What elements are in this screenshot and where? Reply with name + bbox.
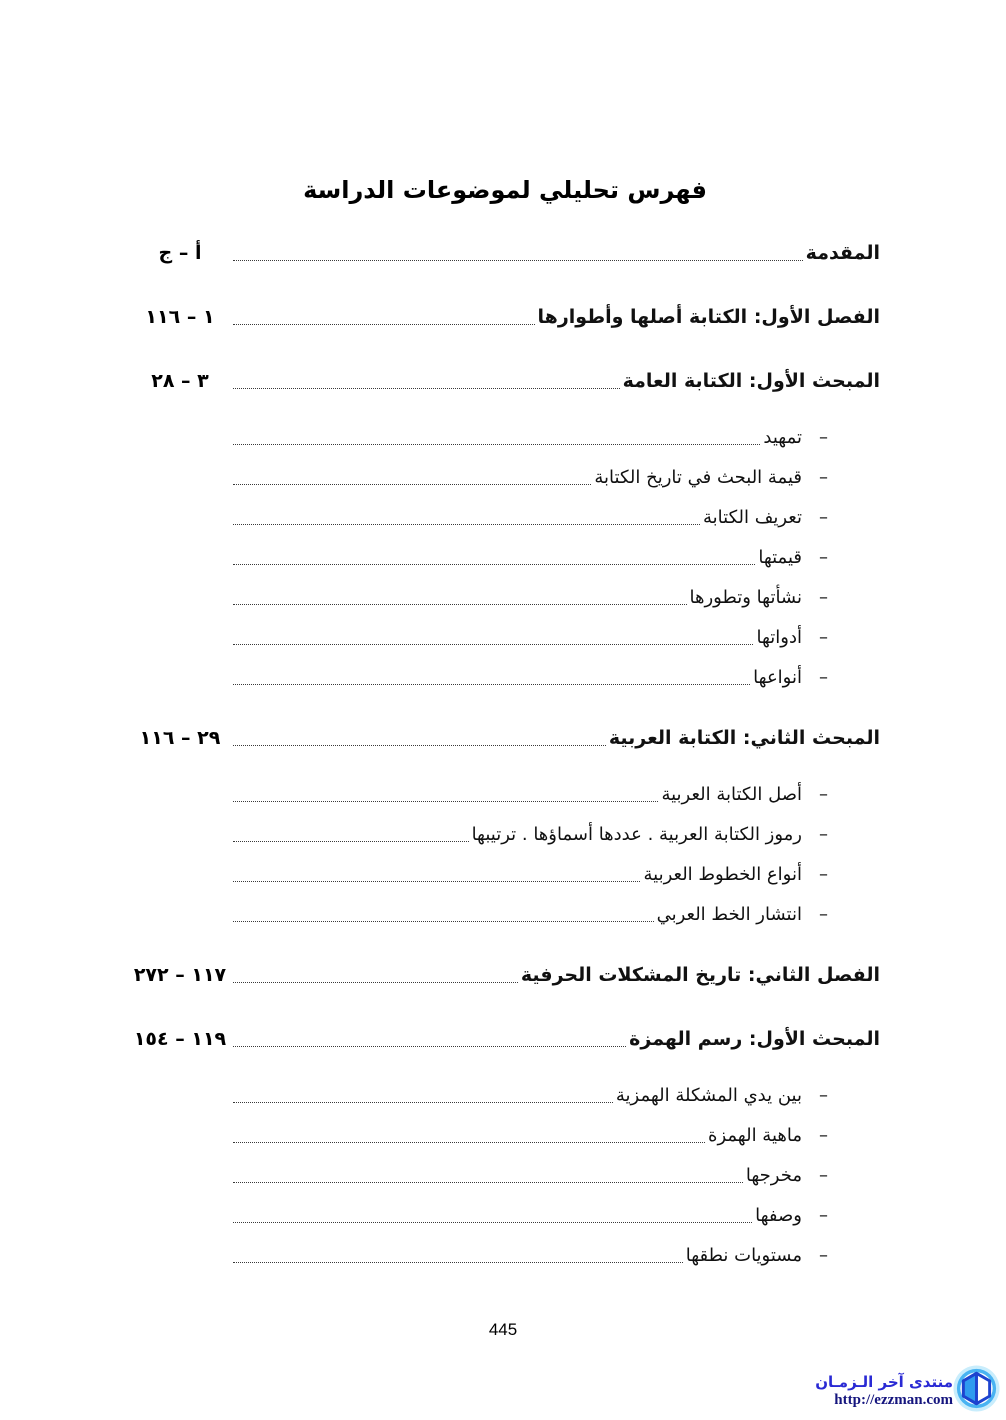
watermark-site-name: منتدى آخر الـزمـان [815, 1373, 953, 1391]
toc-entry-label: المقدمة [805, 242, 880, 264]
toc-entry-label: أنواعها [753, 666, 802, 688]
toc-item-row [130, 502, 880, 532]
dash-marker: – [819, 546, 828, 568]
page-title: فهرس تحليلي لموضوعات الدراسة [303, 176, 707, 204]
page-number: 445 [488, 1320, 518, 1339]
dotted-leader [233, 921, 654, 922]
dotted-leader [233, 644, 753, 645]
dash-marker: – [819, 666, 828, 688]
dash-marker: – [819, 1084, 828, 1106]
dotted-leader [233, 484, 591, 485]
dotted-leader [233, 604, 687, 605]
toc-entry-label: المبحث الأول: الكتابة العامة [622, 370, 880, 392]
toc-entry-label: أنواع الخطوط العربية [643, 863, 802, 885]
toc-item-row [130, 622, 880, 652]
toc-entry-label: أدواتها [756, 626, 802, 648]
watermark [812, 1365, 1000, 1412]
watermark-text [815, 1365, 953, 1409]
toc-entry-label: مستويات نطقها [685, 1244, 802, 1266]
toc-header-row [130, 723, 880, 753]
dotted-leader [233, 745, 606, 746]
toc-entry-label: قيمة البحث في تاريخ الكتابة [594, 466, 802, 488]
page-range: أ – ج [158, 242, 202, 264]
page-range: ١ – ١١٦ [145, 306, 215, 328]
page-range: ٢٩ – ١١٦ [139, 727, 221, 749]
dash-marker: – [819, 863, 828, 885]
toc-header-row [130, 302, 880, 332]
dash-marker: – [819, 903, 828, 925]
dash-marker: – [819, 506, 828, 528]
toc-list [130, 238, 880, 1270]
dotted-leader [233, 388, 620, 389]
dotted-leader [233, 1046, 626, 1047]
toc-header-row [130, 238, 880, 268]
toc-item-row [130, 899, 880, 929]
toc-item-row [130, 819, 880, 849]
dotted-leader [233, 1222, 752, 1223]
dotted-leader [233, 564, 755, 565]
toc-entry-label: المبحث الأول: رسم الهمزة [629, 1028, 880, 1050]
toc-entry-label: أصل الكتابة العربية [661, 783, 802, 805]
toc-entry-label: الفصل الأول: الكتابة أصلها وأطوارها [537, 306, 880, 328]
toc-item-row [130, 542, 880, 572]
toc-item-row [130, 779, 880, 809]
toc-entry-label: تعريف الكتابة [703, 506, 802, 528]
toc-item-row [130, 1240, 880, 1270]
toc-item-row [130, 859, 880, 889]
toc-entry-label: وصفها [755, 1204, 802, 1226]
toc-entry-label: تمهيد [763, 426, 802, 448]
dash-marker: – [819, 1244, 828, 1266]
dash-marker: – [819, 586, 828, 608]
dotted-leader [233, 524, 700, 525]
dotted-leader [233, 260, 803, 261]
toc-entry-label: قيمتها [758, 546, 802, 568]
toc-item-row [130, 1080, 880, 1110]
page-range: ١١٧ – ٢٧٢ [133, 964, 227, 986]
toc-item-row [130, 1200, 880, 1230]
dotted-leader [233, 684, 750, 685]
toc-content [130, 170, 880, 1270]
toc-entry-label: الفصل الثاني: تاريخ المشكلات الحرفية [520, 964, 880, 986]
toc-entry-label: نشأتها وتطورها [689, 586, 802, 608]
page-range: ٣ – ٢٨ [151, 370, 209, 392]
toc-entry-label: مخرجها [745, 1164, 802, 1186]
dash-marker: – [819, 1124, 828, 1146]
toc-item-row [130, 1160, 880, 1190]
toc-entry-label: بين يدي المشكلة الهمزية [615, 1084, 802, 1106]
toc-item-row [130, 1120, 880, 1150]
toc-item-row [130, 462, 880, 492]
dotted-leader [233, 1102, 613, 1103]
toc-header-row [130, 1024, 880, 1054]
toc-item-row [130, 662, 880, 692]
dotted-leader [233, 841, 469, 842]
toc-header-row [130, 366, 880, 396]
dotted-leader [233, 444, 760, 445]
dotted-leader [233, 1262, 683, 1263]
dash-marker: – [819, 1204, 828, 1226]
dotted-leader [233, 1142, 705, 1143]
dotted-leader [233, 324, 535, 325]
dash-marker: – [819, 426, 828, 448]
toc-item-row [130, 422, 880, 452]
dash-marker: – [819, 626, 828, 648]
page-range: ١١٩ – ١٥٤ [133, 1028, 227, 1050]
dash-marker: – [819, 783, 828, 805]
toc-entry-label: المبحث الثاني: الكتابة العربية [608, 727, 880, 749]
toc-entry-label: انتشار الخط العربي [656, 903, 802, 925]
dotted-leader [233, 982, 518, 983]
dash-marker: – [819, 1164, 828, 1186]
toc-entry-label: رموز الكتابة العربية . عددها أسماؤها . ترتيبها [471, 823, 802, 845]
watermark-site-url: http://ezzman.com [834, 1392, 953, 1408]
toc-header-row [130, 960, 880, 990]
dotted-leader [233, 801, 658, 802]
dash-marker: – [819, 466, 828, 488]
toc-entry-label: ماهية الهمزة [708, 1124, 802, 1146]
dotted-leader [233, 1182, 743, 1183]
dotted-leader [233, 881, 640, 882]
hexagon-logo-icon [953, 1365, 1000, 1412]
toc-item-row [130, 582, 880, 612]
dash-marker: – [819, 823, 828, 845]
